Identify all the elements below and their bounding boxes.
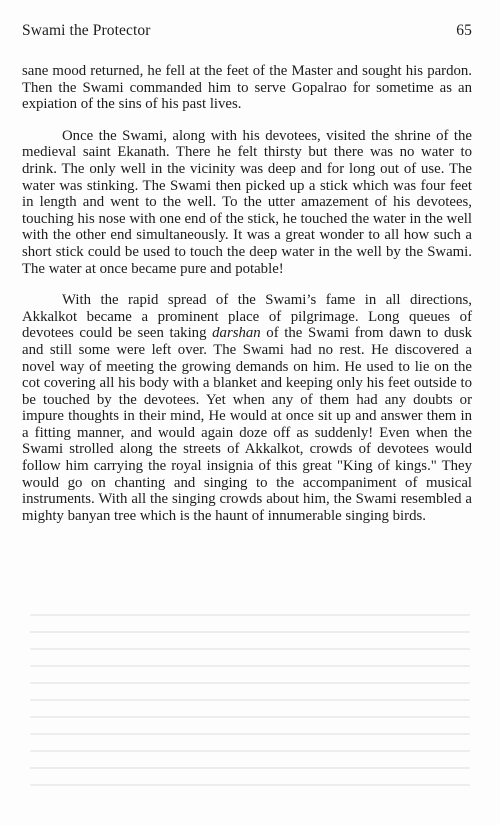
page-number: 65 <box>456 22 472 39</box>
page-header <box>22 22 472 44</box>
show-through-text <box>30 614 470 814</box>
paragraph-continued <box>22 63 472 113</box>
emphasized-term: darshan <box>212 325 261 342</box>
paragraph-text: With the rapid spread of the Swami’s fame in all directions, Akkalkot became a prominent place of pilgrimage. Long queues of devotees could be seen taking <box>22 292 472 342</box>
paragraph-akkalkot-pilgrimage <box>22 292 472 524</box>
body-text <box>22 63 472 524</box>
paragraph-text: Once the Swami, along with his devotees, visited the shrine of the medieval saint Ekanath. There he felt thirsty but there was no water to drink. The only well in the vicinity was deep and for long out of use. The water was stinking. The Swami then picked up a stick which was four feet in length and went to the well. To the utter amazement of his devotees, touching his nose with one end of the stick, he touched the water in the well with the other end simultaneously. It was a great wonder to all how such a short stick could be used to touch the deep water in the well by the Swami. The water at once became pure and potable! <box>22 127 472 277</box>
paragraph-text: of the Swami from dawn to dusk and still some were left over. The Swami had no rest. He discovered a novel way of meeting the growing demands on him. He used to lie on the cot covering all his body with a blanket and keeping only his feet outside to be touched by the devotees. Yet when any of them had any doubts or impure thoughts in their mind, He would at once sit up and answer them in a fitting manner, and would again doze off as suddenly! Even when the Swami strolled along the streets of Akkalkot, crowds of devotees would follow him carrying the royal insignia of this great "King of kings." They would go on chanting and singing to the accompaniment of musical instruments. With all the singing crowds about him, the Swami resembled a mighty banyan tree which is the haunt of innumerable singing birds. <box>22 325 472 524</box>
paragraph-well-miracle <box>22 128 472 277</box>
running-title: Swami the Protector <box>22 22 151 39</box>
paragraph-text: sane mood returned, he fell at the feet of the Master and sought his pardon. Then the Swami commanded him to serve Gopalrao for sometime as an expiation of the sins of his past lives. <box>22 63 472 113</box>
